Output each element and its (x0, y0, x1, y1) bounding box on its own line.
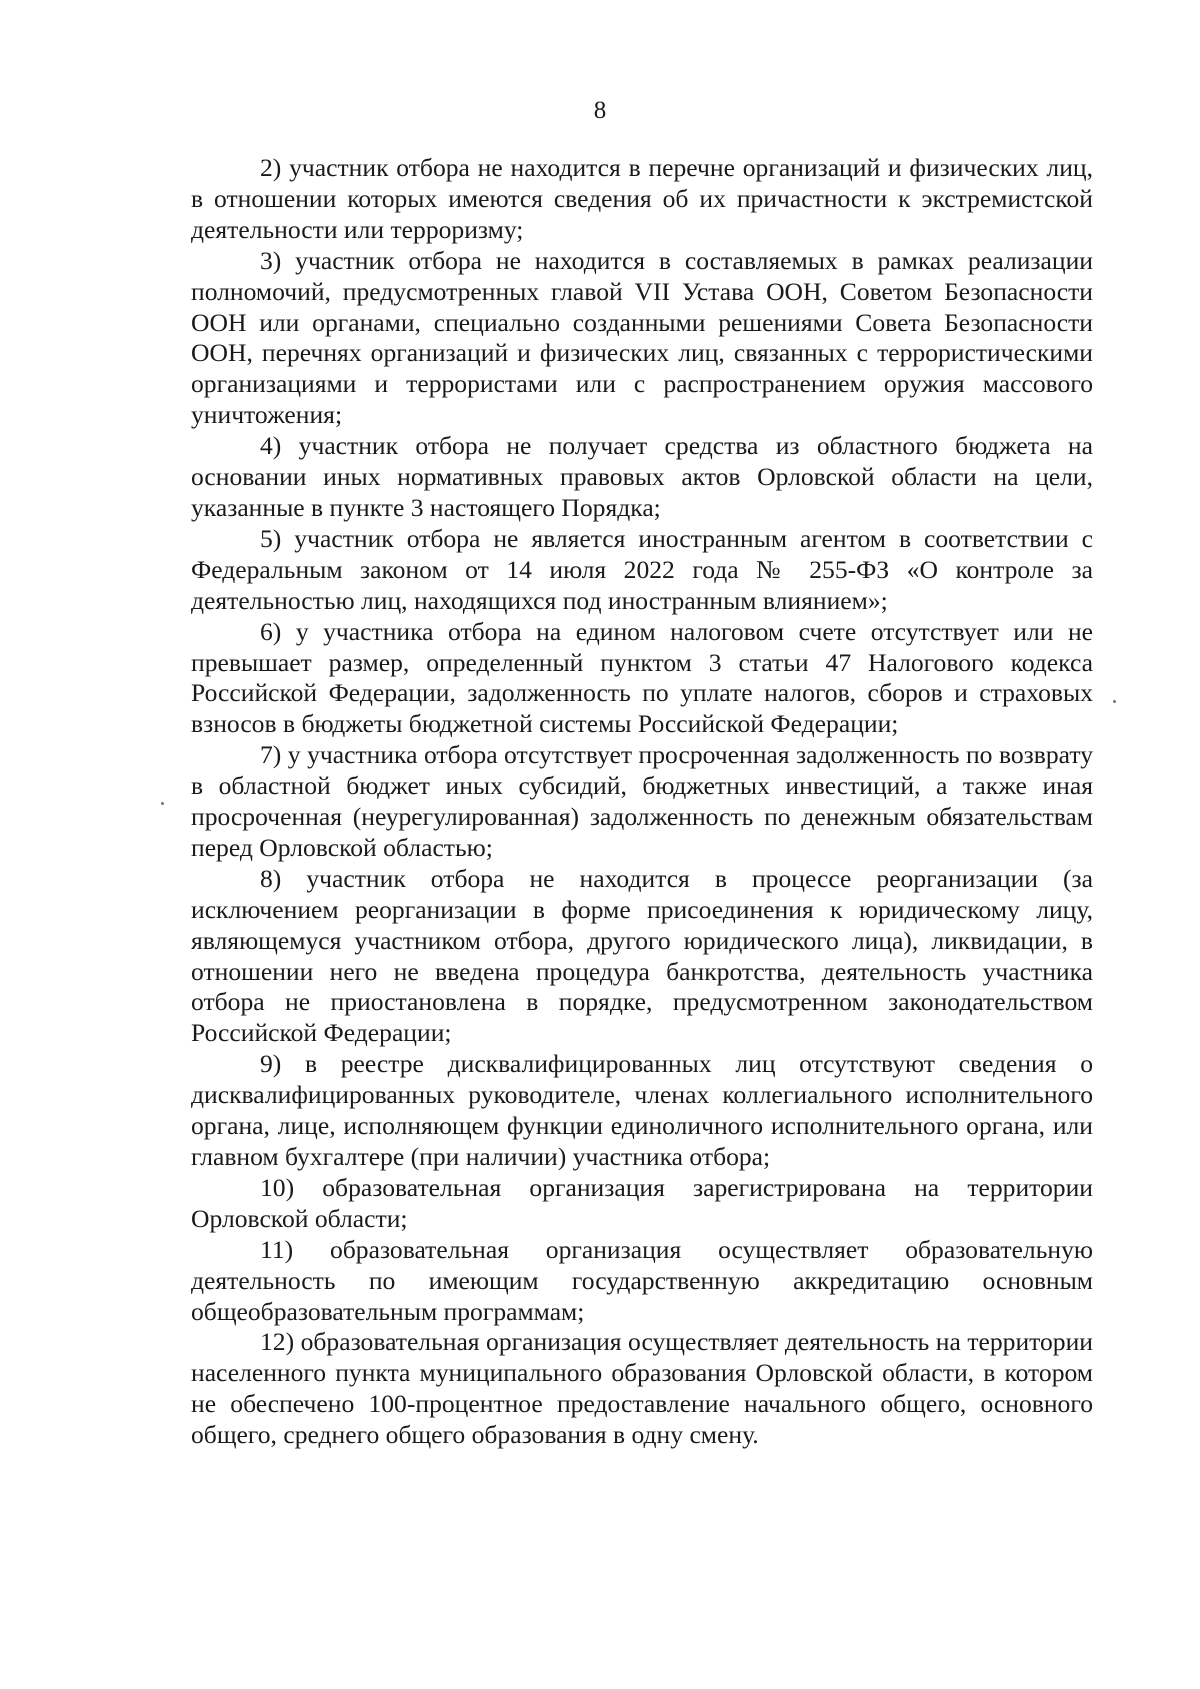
paragraph-item-10: 10) образовательная организация зарегистрирована на территории Орловской области; (191, 1172, 1093, 1233)
paragraph-item-3: 3) участник отбора не находится в составляемых в рамках реализации полномочий, предусмотренных главой VII Устава ООН, Советом Безопасности ООН или органами, специально созданными решениями Совета Безопасности ООН, перечнях организаций и физических лиц, связанных с террористическими организациями и террористами или с распространением оружия массового уничтожения; (191, 245, 1093, 430)
paragraph-item-9: 9) в реестре дисквалифицированных лиц отсутствуют сведения о дисквалифицированных руководителе, членах коллегиального исполнительного органа, лице, исполняющем функции единоличного исполнительного органа, или главном бухгалтере (при наличии) участника отбора; (191, 1049, 1093, 1171)
paragraph-item-2: 2) участник отбора не находится в перечне организаций и физических лиц, в отношении которых имеются сведения об их причастности к экстремистской деятельности или терроризму; (191, 153, 1093, 244)
paragraph-item-7: 7) у участника отбора отсутствует просроченная задолженность по возврату в областной бюджет иных субсидий, бюджетных инвестиций, а также иная просроченная (неурегулированная) задолженность по денежным обязательствам перед Орловской областью; (191, 740, 1093, 862)
document-body (191, 153, 1093, 1451)
paragraph-item-4: 4) участник отбора не получает средства из областного бюджета на основании иных нормативных правовых актов Орловской области на цели, указанные в пункте 3 настоящего Порядка; (191, 431, 1093, 522)
paragraph-item-12: 12) образовательная организация осуществляет деятельность на территории населенного пункта муниципального образования Орловской области, в котором не обеспечено 100-процентное предоставление начального общего, основного общего, среднего общего образования в одну смену. (191, 1327, 1093, 1450)
paragraph-item-11: 11) образовательная организация осуществляет образовательную деятельность по имеющим государственную аккредитацию основным общеобразовательным программам; (191, 1234, 1093, 1326)
paragraph-item-6: 6) у участника отбора на едином налоговом счете отсутствует или не превышает размер, определенный пунктом 3 статьи 47 Налогового кодекса Российской Федерации, задолженность по уплате налогов, сборов и страховых взносов в бюджеты бюджетной системы Российской Федерации; (191, 616, 1093, 739)
scan-speck (1113, 700, 1116, 703)
paragraph-item-5: 5) участник отбора не является иностранным агентом в соответствии с Федеральным законом от 14 июля 2022 года № 255-ФЗ «О контроле за деятельностью лиц, находящихся под иностранным влиянием»; (191, 523, 1093, 615)
scan-speck (161, 802, 164, 805)
paragraph-item-8: 8) участник отбора не находится в процессе реорганизации (за исключением реорганизации в форме присоединения к юридическому лицу, являющемуся участником отбора, другого юридического лица), ликвидации, в отношении него не введена процедура банкротства, деятельность участника отбора не приостановлена в порядке, предусмотренном законодательством Российской Федерации; (191, 863, 1093, 1048)
page-number: 8 (593, 97, 607, 124)
